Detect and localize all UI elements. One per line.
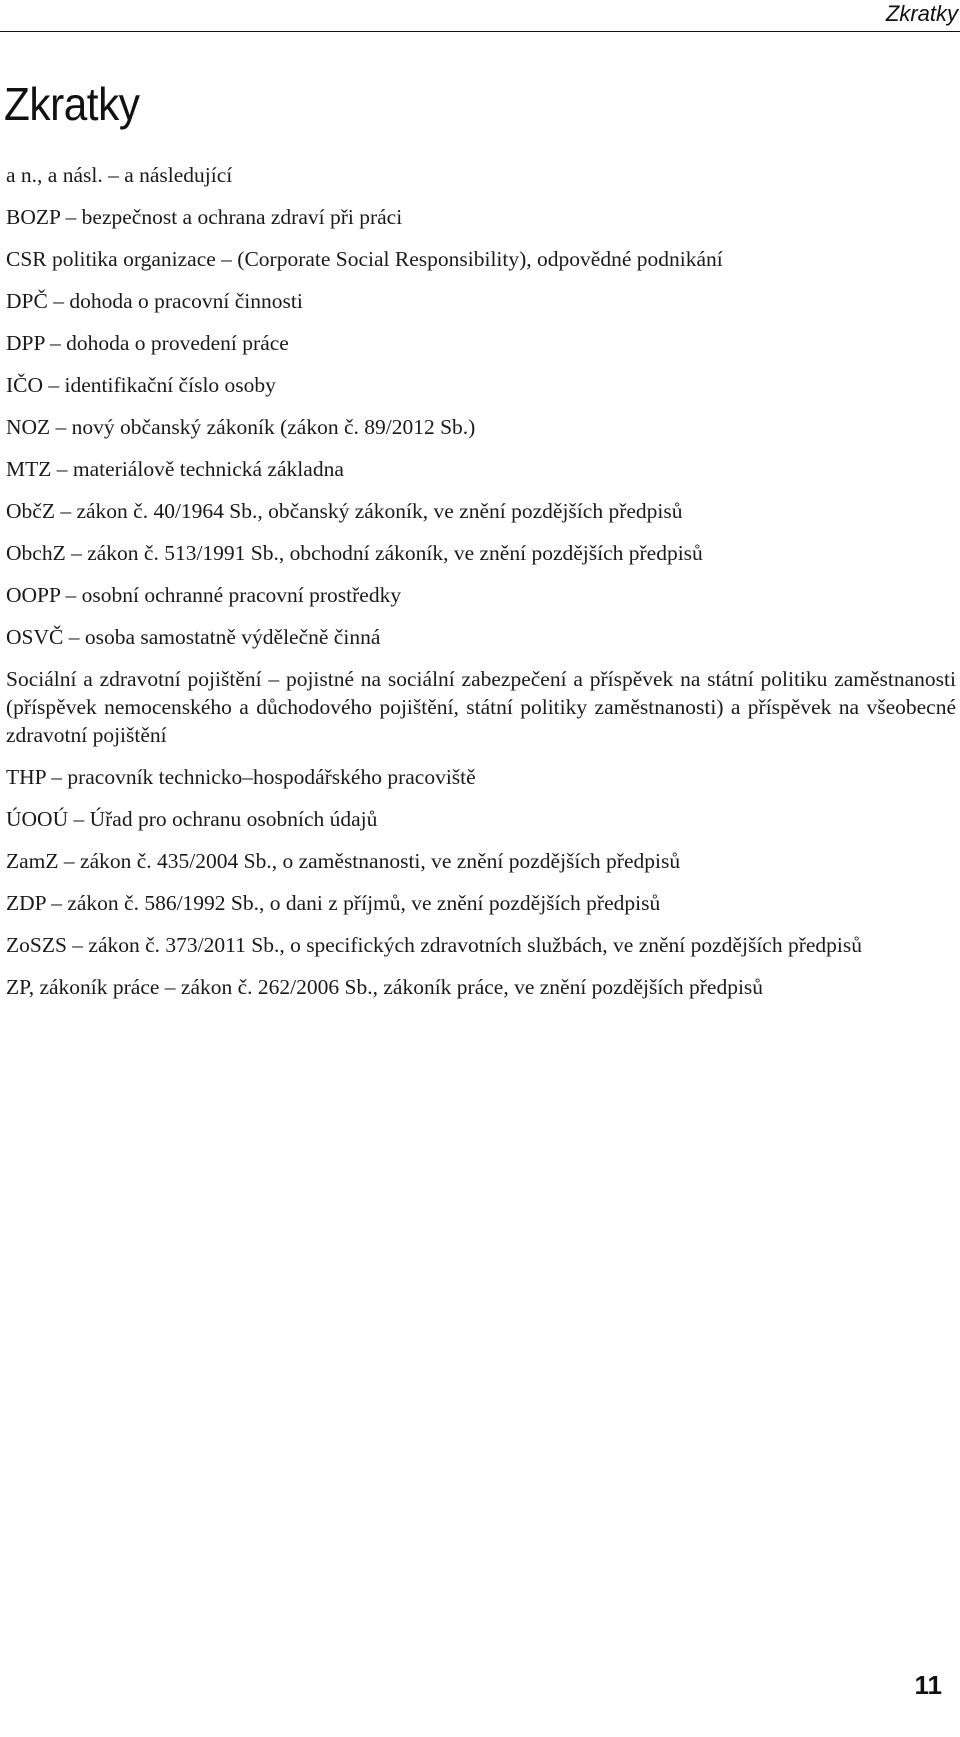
abbreviation-entry: ÚOOÚ – Úřad pro ochranu osobních údajů [6,807,378,831]
abbreviation-entry: a n., a násl. – a následující [6,163,233,187]
abbreviation-entry: OSVČ – osoba samostatně výdělečně činná [6,625,381,649]
abbreviation-entry: OOPP – osobní ochranné pracovní prostředky [6,583,402,607]
header-rule [0,31,960,32]
abbreviation-entry: ZamZ – zákon č. 435/2004 Sb., o zaměstnanosti, ve znění pozdějších předpisů [6,849,681,873]
abbreviation-entry: ObchZ – zákon č. 513/1991 Sb., obchodní zákoník, ve znění pozdějších předpisů [6,541,703,565]
page-title: Zkratky [4,78,140,130]
abbreviation-entry: DPČ – dohoda o pracovní činnosti [6,289,303,313]
abbreviation-entry: THP – pracovník technicko–hospodářského pracoviště [6,765,476,789]
running-head-title: Zkratky [885,1,958,26]
abbreviation-entry: ZoSZS – zákon č. 373/2011 Sb., o specifických zdravotních službách, ve znění pozdějších předpisů [6,933,863,957]
abbreviation-entry: ZP, zákoník práce – zákon č. 262/2006 Sb., zákoník práce, ve znění pozdějších předpisů [6,975,764,999]
abbreviation-entry: BOZP – bezpečnost a ochrana zdraví při práci [6,205,403,229]
abbreviation-entry: NOZ – nový občanský zákoník (zákon č. 89/2012 Sb.) [6,415,476,439]
abbreviation-entry: ObčZ – zákon č. 40/1964 Sb., občanský zákoník, ve znění pozdějších předpisů [6,499,683,523]
abbreviation-list [6,161,956,1015]
page-number: 11 [914,1670,942,1700]
abbreviation-entry: Sociální a zdravotní pojištění – pojistné na sociální zabezpečení a příspěvek na státní politiku zaměstnanosti (příspěvek nemocenského a důchodového pojištění, státní politiky zaměstnanosti) a příspěvek na všeobecné zdravotní pojištění [6,667,956,747]
abbreviation-entry: DPP – dohoda o provedení práce [6,331,289,355]
abbreviation-entry: ZDP – zákon č. 586/1992 Sb., o dani z příjmů, ve znění pozdějších předpisů [6,891,661,915]
abbreviation-entry: MTZ – materiálově technická základna [6,457,344,481]
abbreviation-entry: IČO – identifikační číslo osoby [6,373,276,397]
abbreviation-entry: CSR politika organizace – (Corporate Social Responsibility), odpovědné podnikání [6,247,723,271]
